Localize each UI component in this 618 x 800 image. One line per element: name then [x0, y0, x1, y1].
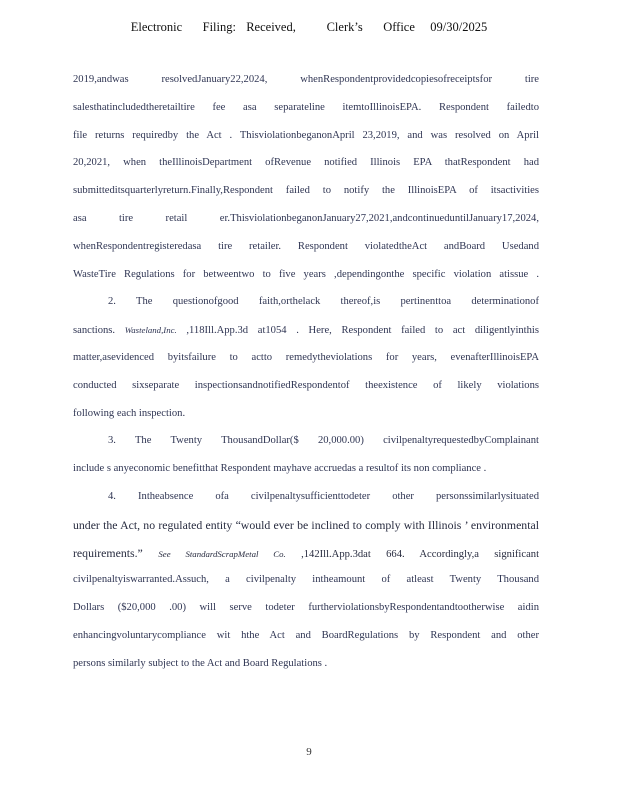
body-line: following each inspection.	[73, 407, 186, 419]
body-line: file returns requiredby the Act . ThisviolationbeganonApril 23,2019, and was resolved on April	[73, 129, 539, 141]
body-line: WasteTire Regulations for betweentwo to five years ,dependingonthe specific violation atissue .	[73, 268, 539, 280]
body-line: asa tire retail er.ThisviolationbeganonJanuary27,2021,andcontinueduntilJanuary17,2024,	[73, 212, 539, 224]
paragraph-3-line: 3. The Twenty ThousandDollar($ 20,000.00) civilpenaltyrequestedbyComplainant	[108, 435, 539, 447]
body-line: under the Act, no regulated entity “would ever be inclined to comply with Illinois ’ environmental	[73, 517, 539, 532]
citation-line	[73, 543, 539, 571]
body-line: whenRespondentregisteredasa tire retailer. Respondent violatedtheAct andBoard Usedand	[73, 240, 539, 252]
line-text: requirements.”	[73, 545, 159, 560]
case-citation: Wasteland,Inc.	[124, 325, 177, 336]
body-line: enhancingvoluntarycompliance wit hthe Act and BoardRegulations by Respondent and other	[73, 629, 539, 641]
paragraph-2-line: 2. The questionofgood faith,orthelack thereof,is pertinenttoa determinationof	[108, 296, 539, 308]
body-line: 20,2021, when theIllinoisDepartment ofRevenue notified Illinois EPA thatRespondent had	[73, 157, 539, 169]
body-line: civilpenaltyiswarranted.Assuch, a civilpenalty intheamount of atleast Twenty Thousand	[73, 574, 539, 586]
body-line: submitteditsquarterlyreturn.Finally,Respondent failed to notify the IllinoisEPA of itsactivities	[73, 185, 539, 197]
paragraph-4-line: 4. Intheabsence ofa civilpenaltysufficienttodeter other personssimilarlysituated	[108, 490, 539, 502]
line-text: sanctions.	[73, 325, 125, 337]
body-line: conducted sixseparate inspectionsandnotifiedRespondentof theexistence of likely violations	[73, 379, 539, 391]
case-citation: See StandardScrapMetal Co.	[158, 548, 286, 559]
citation-line	[73, 320, 539, 348]
body-line: 2019,andwas resolvedJanuary22,2024, whenRespondentprovidedcopiesofreceiptsfor tire	[73, 74, 539, 85]
body-line: matter,asevidenced byitsfailure to actto remedytheviolations for years, evenafterIllinoisEPA	[73, 351, 539, 363]
line-text: ,142Ill.App.3dat 664. Accordingly,a significant	[285, 548, 539, 560]
body-line: persons similarly subject to the Act and Board Regulations .	[73, 657, 328, 669]
body-line: salesthatincludedtheretailtire fee asa separateline itemtoIllinoisEPA. Respondent failedto	[73, 101, 539, 113]
filing-header: Electronic Filing: Received, Clerk’s Office 09/30/2025	[130, 20, 488, 34]
document-body	[73, 70, 539, 682]
body-line: include s anyeconomic benefitthat Respondent mayhave accruedas a resultof its non compliance .	[73, 463, 487, 475]
body-line: Dollars ($20,000 .00) will serve todeter furtherviolationsbyRespondentandtootherwise aidin	[73, 602, 539, 614]
page-number: 9	[306, 746, 312, 758]
line-text: ,118Ill.App.3d at1054 . Here, Respondent failed to act diligentlyinthis	[176, 325, 539, 337]
